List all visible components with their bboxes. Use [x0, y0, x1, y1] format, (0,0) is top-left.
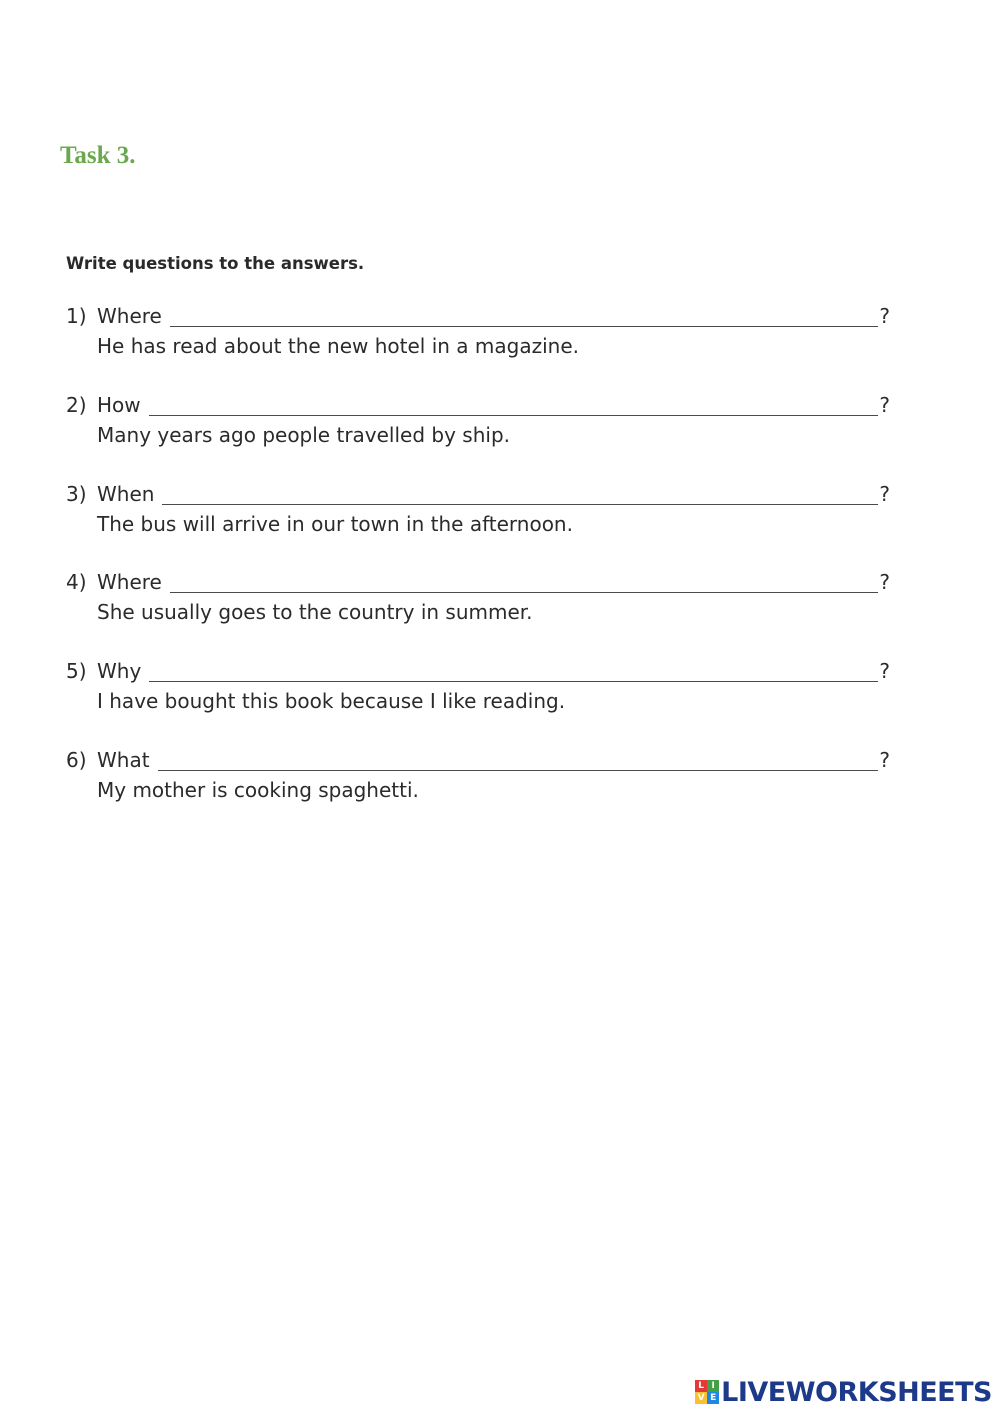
answer-text: She usually goes to the country in summer.: [97, 600, 533, 624]
question-word: What: [97, 748, 150, 772]
question-item-2: [66, 387, 896, 467]
question-number: 6): [66, 748, 87, 772]
question-mark: ?: [879, 659, 890, 683]
question-row: [66, 476, 890, 506]
question-number: 5): [66, 659, 87, 683]
answer-input-5[interactable]: [149, 657, 878, 682]
answer-input-2[interactable]: [149, 391, 879, 416]
answer-text: He has read about the new hotel in a magazine.: [97, 334, 580, 358]
answer-input-3[interactable]: [162, 480, 878, 505]
liveworksheets-logo-icon: [695, 1380, 719, 1404]
answer-text: The bus will arrive in our town in the afternoon.: [97, 512, 573, 536]
question-number: 4): [66, 570, 87, 594]
answer-text: My mother is cooking spaghetti.: [97, 778, 419, 802]
question-row: [66, 742, 890, 772]
answer-input-6[interactable]: [158, 746, 879, 771]
answer-text: I have bought this book because I like reading.: [97, 689, 566, 713]
question-word: When: [97, 482, 155, 506]
question-row: [66, 564, 890, 594]
question-item-4: [66, 564, 896, 644]
question-mark: ?: [879, 482, 890, 506]
question-mark: ?: [879, 304, 890, 328]
question-mark: ?: [879, 570, 890, 594]
logo-tile: E: [707, 1392, 719, 1404]
logo-tile: V: [695, 1392, 707, 1404]
question-number: 2): [66, 393, 87, 417]
answer-text: Many years ago people travelled by ship.: [97, 423, 510, 447]
liveworksheets-logo[interactable]: [695, 1375, 992, 1409]
question-item-6: [66, 742, 896, 822]
answer-input-1[interactable]: [170, 302, 879, 327]
task-title: Task 3.: [60, 142, 136, 169]
question-word: Where: [97, 304, 162, 328]
instruction-text: Write questions to the answers.: [66, 254, 365, 273]
question-word: Why: [97, 659, 142, 683]
logo-tile: I: [707, 1380, 719, 1392]
question-word: Where: [97, 570, 162, 594]
question-item-1: [66, 298, 896, 378]
logo-text: LIVEWORKSHEETS: [721, 1376, 992, 1408]
logo-tile: L: [695, 1380, 707, 1392]
question-row: [66, 387, 890, 417]
question-number: 1): [66, 304, 87, 328]
question-row: [66, 653, 890, 683]
question-number: 3): [66, 482, 87, 506]
question-mark: ?: [879, 748, 890, 772]
question-item-3: [66, 476, 896, 556]
question-mark: ?: [879, 393, 890, 417]
answer-input-4[interactable]: [170, 568, 879, 593]
question-row: [66, 298, 890, 328]
question-item-5: [66, 653, 896, 733]
question-word: How: [97, 393, 141, 417]
